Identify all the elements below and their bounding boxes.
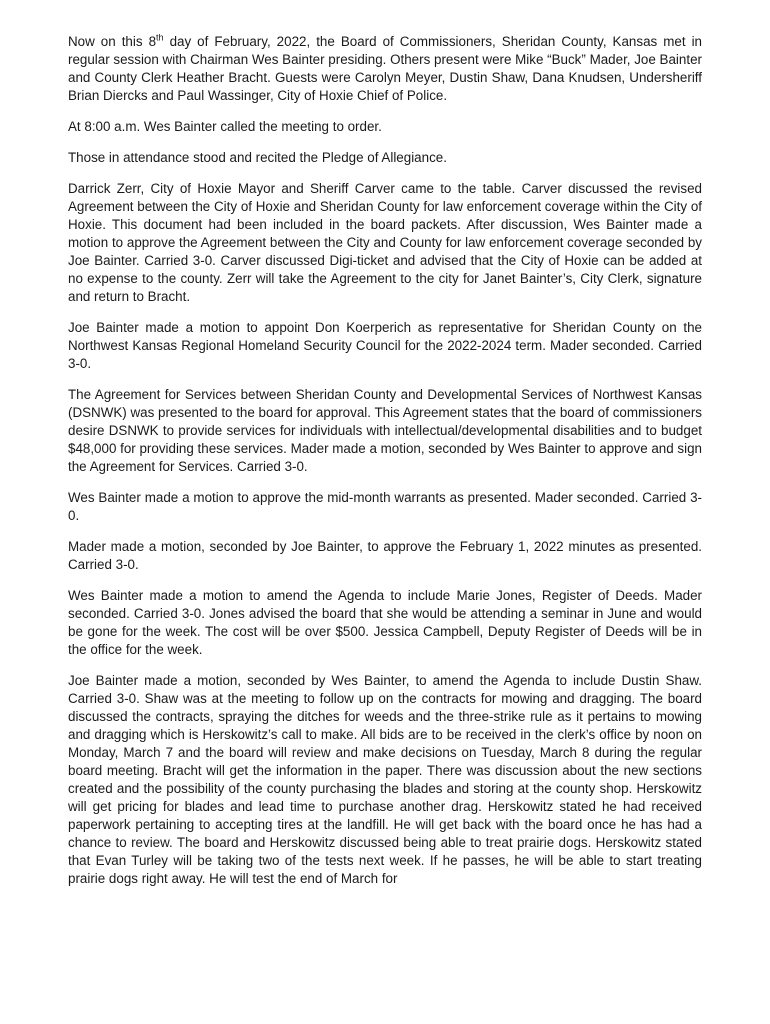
paragraph-intro — [68, 33, 702, 105]
paragraph-homeland-security: Joe Bainter made a motion to appoint Don Koerperich as representative for Sheridan County on the Northwest Kansas Regional Homeland Security Council for the 2022-2024 term. Mader seconded. Carried 3-0. — [68, 320, 702, 371]
paragraph-minutes-approval: Mader made a motion, seconded by Joe Bainter, to approve the February 1, 2022 minutes as presented. Carried 3-0. — [68, 539, 702, 572]
paragraph-dsnwk-agreement: The Agreement for Services between Sheridan County and Developmental Services of Northwest Kansas (DSNWK) was presented to the board for approval. This Agreement states that the board of commissioners desire DSNWK to provide services for individuals with intellectual/developmental disabilities and to budget $48,000 for providing these services. Mader made a motion, seconded by Wes Bainter to approve and sign the Agreement for Services. Carried 3-0. — [68, 387, 702, 474]
paragraph-mowing-dragging: Joe Bainter made a motion, seconded by Wes Bainter, to amend the Agenda to include Dustin Shaw. Carried 3-0. Shaw was at the meeting to follow up on the contracts for mowing and dragging. The board discussed the contracts, spraying the ditches for weeds and the three-strike rule as it pertains to mowing and dragging which is Herskowitz’s call to make. All bids are to be received in the clerk’s office by noon on Monday, March 7 and the board will review and make decisions on Tuesday, March 8 during the regular board meeting. Bracht will get the information in the paper. There was discussion about the new sections created and the possibility of the county purchasing the blades and storing at the county shop. Herskowitz will get pricing for blades and lead time to purchase another drag. Herskowitz stated he had received paperwork pertaining to accepting tires at the landfill. He will get back with the board once he has had a chance to review. The board and Herskowitz discussed being able to treat prairie dogs. Herskowitz stated that Evan Turley will be taking two of the tests next week. If he passes, he will be able to start treating prairie dogs right away. He will test the end of March for — [68, 673, 702, 886]
ordinal-suffix: th — [156, 32, 164, 43]
minutes-page — [68, 33, 702, 901]
paragraph-register-of-deeds: Wes Bainter made a motion to amend the Agenda to include Marie Jones, Register of Deeds. Mader seconded. Carried 3-0. Jones advised the board that she would be attending a seminar in June and would be gone for the week. The cost will be over $500. Jessica Campbell, Deputy Register of Deeds will be in the office for the week. — [68, 588, 702, 657]
paragraph-pledge: Those in attendance stood and recited the Pledge of Allegiance. — [68, 150, 447, 165]
paragraph-call-to-order: At 8:00 a.m. Wes Bainter called the meeting to order. — [68, 119, 382, 134]
paragraph-law-enforcement-agreement: Darrick Zerr, City of Hoxie Mayor and Sheriff Carver came to the table. Carver discussed the revised Agreement between the City of Hoxie and Sheridan County for law enforcement coverage within the City of Hoxie. This document had been included in the board packets. After discussion, Wes Bainter made a motion to approve the Agreement between the City and County for law enforcement coverage seconded by Joe Bainter. Carried 3-0. Carver discussed Digi-ticket and advised that the City of Hoxie can be added at no expense to the county. Zerr will take the Agreement to the city for Janet Bainter’s, City Clerk, signature and return to Bracht. — [68, 181, 702, 304]
paragraph-warrants: Wes Bainter made a motion to approve the mid-month warrants as presented. Mader seconded. Carried 3-0. — [68, 490, 702, 523]
intro-text-start: Now on this 8 — [68, 34, 157, 49]
intro-text-rest: day of February, 2022, the Board of Commissioners, Sheridan County, Kansas met in regular session with Chairman Wes Bainter presiding. Others present were Mike “Buck” Mader, Joe Bainter and County Clerk Heather Bracht. Guests were Carolyn Meyer, Dustin Shaw, Dana Knudsen, Undersheriff Brian Diercks and Paul Wassinger, City of Hoxie Chief of Police. — [68, 34, 702, 103]
